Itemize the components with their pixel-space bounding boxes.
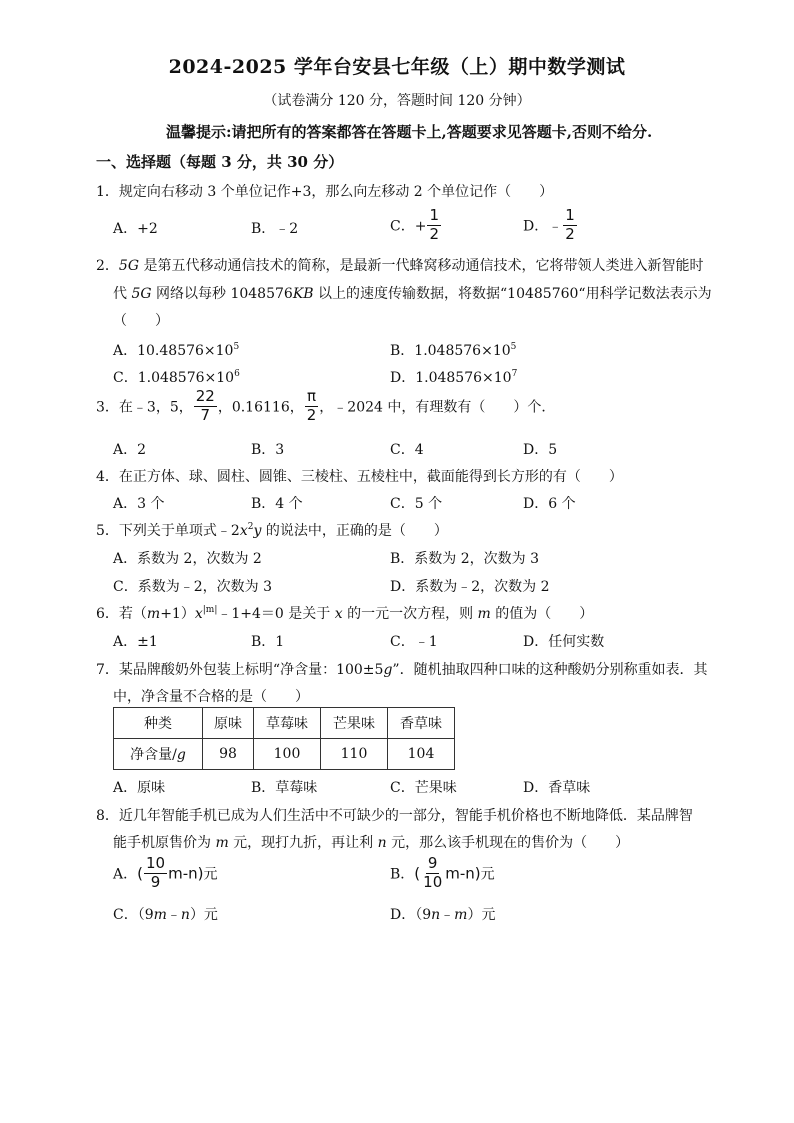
q1-option-d-label: D．﹣ (523, 218, 563, 235)
q7-row-unit: g (176, 747, 186, 763)
q5-option-a: A．系数为 2，次数为 2 (113, 551, 262, 567)
q3-option-a: A．2 (113, 442, 147, 458)
q2-line2-prefix: 代 (113, 286, 132, 302)
q3-f1-numerator: 22 (195, 387, 215, 405)
q6-stem (96, 603, 593, 623)
q6-var-x2: x (334, 606, 343, 622)
q1-option-c-label: C．+ (390, 218, 427, 235)
q8-c-pre: C．（9 (113, 907, 154, 923)
q2-option-d (390, 367, 517, 387)
q7-table-header: 芒果味 (321, 708, 388, 739)
q6-option-d: D．任何实数 (523, 634, 605, 650)
q2-5g-2: 5G (131, 286, 152, 302)
q8-a-label: A． (113, 866, 138, 883)
q6-p1: 6．若（ (96, 606, 147, 622)
warm-tip: 温馨提示:请把所有的答案都答在答题卡上,答题要求见答题卡,否则不给分. (166, 123, 653, 141)
q8-a-tail: m-n) (168, 864, 204, 883)
q5-option-b: B．系数为 2，次数为 3 (390, 551, 540, 567)
q3-f2-denominator: 2 (306, 405, 317, 424)
q8-b-label: B． (390, 866, 415, 883)
q1-option-c-fraction (427, 208, 441, 243)
q8-option-c (113, 904, 218, 924)
q7-option-a: A．原味 (113, 780, 166, 796)
q4-option-d: D．6 个 (523, 496, 576, 512)
q3-post: ，﹣2024 中，有理数有（ ）个． (319, 399, 556, 416)
q7-table (113, 707, 455, 770)
q3-stem (96, 389, 555, 424)
q8-var-n: n (377, 835, 387, 851)
q1-option-d-fraction (563, 208, 577, 243)
q2-d-text: D．1.048576×10 (390, 370, 512, 386)
q6-var-m: m (146, 606, 161, 622)
q2-5g: 5G (118, 258, 140, 274)
q7-line1-pre: 7．某品牌酸奶外包装上标明“净含量：100±5 (96, 662, 384, 678)
q7-option-c: C．芒果味 (390, 780, 457, 796)
q2-number: 2． (96, 258, 119, 274)
q8-option-d (390, 904, 495, 924)
q3-f2-numerator: π (306, 387, 317, 405)
q6-p4: 的一元一次方程，则 (342, 606, 478, 622)
q7-table-header: 种类 (114, 708, 203, 739)
q3-option-b: B．3 (251, 442, 285, 458)
q5-option-c: C．系数为﹣2，次数为 3 (113, 579, 272, 595)
q1-option-a: A．+2 (113, 221, 158, 237)
q2-option-c (113, 367, 240, 387)
q3-pre: 3．在﹣3，5， (96, 399, 193, 416)
q8-a-open-paren: ( (137, 864, 143, 883)
q8-c-var-n: n (180, 907, 190, 923)
q7-row-label-text: 净含量/ (130, 747, 177, 763)
q5-pre: 5．下列关于单项式﹣2 (96, 523, 240, 539)
q1-c-denominator: 2 (429, 224, 439, 243)
q7-option-b: B．草莓味 (251, 780, 318, 796)
q8-line2-mid: 元，现打九折，再让利 (228, 835, 378, 851)
q1-stem: 1．规定向右移动 3 个单位记作+3，那么向左移动 2 个单位记作（ ） (96, 184, 554, 200)
q2-stem-line3: （ ） (113, 313, 169, 329)
q5-stem (96, 520, 448, 540)
exam-info: （试卷满分 120 分，答题时间 120 分钟） (263, 93, 531, 109)
q8-c-var-m: m (153, 907, 167, 923)
q8-d-pre: D．（9 (390, 907, 432, 923)
q7-table-row (114, 739, 455, 770)
q7-table-cell: 98 (203, 739, 254, 770)
q6-option-a: A．±1 (113, 634, 158, 650)
q2-c-exponent: 6 (234, 369, 240, 379)
q1-option-b: B．﹣2 (251, 221, 299, 237)
q7-unit-g: g (383, 662, 393, 678)
q8-stem-line2 (113, 832, 629, 852)
q2-a-text: A．10.48576×10 (113, 343, 234, 359)
q6-var-m2: m (477, 606, 491, 622)
q4-option-a: A．3 个 (113, 496, 165, 512)
q8-d-var-n: n (431, 907, 441, 923)
q8-c-mid: ﹣ (166, 907, 181, 923)
q7-table-cell: 110 (321, 739, 388, 770)
q8-c-post: ）元 (189, 907, 218, 923)
q6-p2: +1） (160, 606, 195, 622)
q3-option-c: C．4 (390, 442, 424, 458)
q7-table-header: 原味 (203, 708, 254, 739)
q6-exponent: |m| (202, 605, 218, 615)
q4-stem: 4．在正方体、球、圆柱、圆锥、三棱柱、五棱柱中，截面能得到长方形的有（ ） (96, 469, 623, 485)
q7-table-cell: 104 (388, 739, 455, 770)
q3-fraction-pi-2 (305, 389, 319, 424)
q8-option-b (390, 856, 495, 891)
q2-option-b (390, 340, 516, 360)
section-title: 一、选择题（每题 3 分，共 30 分） (96, 153, 344, 171)
q8-option-a (113, 856, 217, 891)
q2-d-exponent: 7 (511, 369, 518, 379)
q4-option-b: B．4 个 (251, 496, 303, 512)
q7-table-header: 草莓味 (254, 708, 321, 739)
q7-table-header-row (114, 708, 455, 739)
q7-line1-rest: ”．随机抽取四种口味的这种酸奶分别称重如表．其 (392, 662, 708, 678)
q5-option-d: D．系数为﹣2，次数为 2 (390, 579, 550, 595)
q3-fraction-22-7 (194, 389, 217, 424)
q8-d-mid: ﹣ (440, 907, 455, 923)
q8-line2-pre: 能手机原售价为 (113, 835, 216, 851)
q6-var-x: x (194, 606, 203, 622)
q2-b-exponent: 5 (510, 342, 517, 352)
q8-a-numerator: 10 (145, 854, 166, 872)
q8-a-unit: 元 (203, 866, 218, 883)
q2-kb: KB (292, 286, 314, 302)
q8-b-denominator: 10 (423, 872, 443, 891)
q6-option-b: B．1 (251, 634, 285, 650)
q8-b-fraction (421, 856, 444, 891)
page-title: 2024-2025 学年台安县七年级（上）期中数学测试 (168, 56, 626, 78)
q8-d-post: ）元 (467, 907, 496, 923)
q2-line2-text: 以上的速度传输数据，将数据“10485760“用科学记数法表示为 (313, 286, 712, 302)
q7-table-cell: 100 (254, 739, 321, 770)
q5-var-x: x (239, 523, 248, 539)
q7-table-row-label (114, 739, 203, 770)
q6-p5: 的值为（ ） (490, 606, 594, 622)
q8-d-var-m: m (454, 907, 468, 923)
q7-option-d: D．香草味 (523, 780, 591, 796)
q1-option-c (390, 208, 442, 243)
q1-d-denominator: 2 (565, 224, 575, 243)
q8-b-tail: m-n) (445, 864, 481, 883)
q7-table-header: 香草味 (388, 708, 455, 739)
q7-stem-line1 (96, 659, 708, 679)
q8-a-denominator: 9 (150, 872, 161, 891)
q8-var-m: m (215, 835, 229, 851)
q3-mid: ，0.16116， (217, 399, 304, 416)
q3-f1-denominator: 7 (200, 405, 211, 424)
q8-b-numerator: 9 (427, 854, 438, 872)
q8-line2-rest: 元，那么该手机现在的售价为（ ） (386, 835, 630, 851)
q8-b-open-paren: ( (414, 864, 421, 883)
q2-line2-mid: 网络以每秒 1048576 (151, 286, 293, 302)
q8-b-unit: 元 (480, 866, 495, 883)
q7-stem-line2: 中，净含量不合格的是（ ） (113, 689, 309, 705)
q1-c-numerator: 1 (429, 206, 439, 224)
q6-option-c: C．﹣1 (390, 634, 438, 650)
q6-p3: ﹣1+4＝0 是关于 (217, 606, 335, 622)
q4-option-c: C．5 个 (390, 496, 443, 512)
q2-c-text: C．1.048576×10 (113, 370, 235, 386)
q2-a-exponent: 5 (233, 342, 240, 352)
q1-d-numerator: 1 (565, 206, 575, 224)
q2-b-text: B．1.048576×10 (390, 343, 511, 359)
q1-option-d (523, 208, 578, 243)
q5-exponent: 2 (247, 522, 254, 532)
q3-option-d: D．5 (523, 442, 558, 458)
q2-line1-text: 是第五代移动通信技术的简称，是最新一代蜂窝移动通信技术，它将带领人类进入新智能时 (139, 258, 704, 274)
q2-stem-line1 (96, 255, 703, 275)
q8-a-fraction (144, 856, 167, 891)
q8-stem-line1: 8．近几年智能手机已成为人们生活中不可缺少的一部分，智能手机价格也不断地降低．某品牌智 (96, 808, 693, 824)
q2-stem-line2 (113, 283, 712, 303)
q5-post: 的说法中，正确的是（ ） (261, 523, 448, 539)
q5-var-y: y (253, 523, 262, 539)
q2-option-a (113, 340, 239, 360)
